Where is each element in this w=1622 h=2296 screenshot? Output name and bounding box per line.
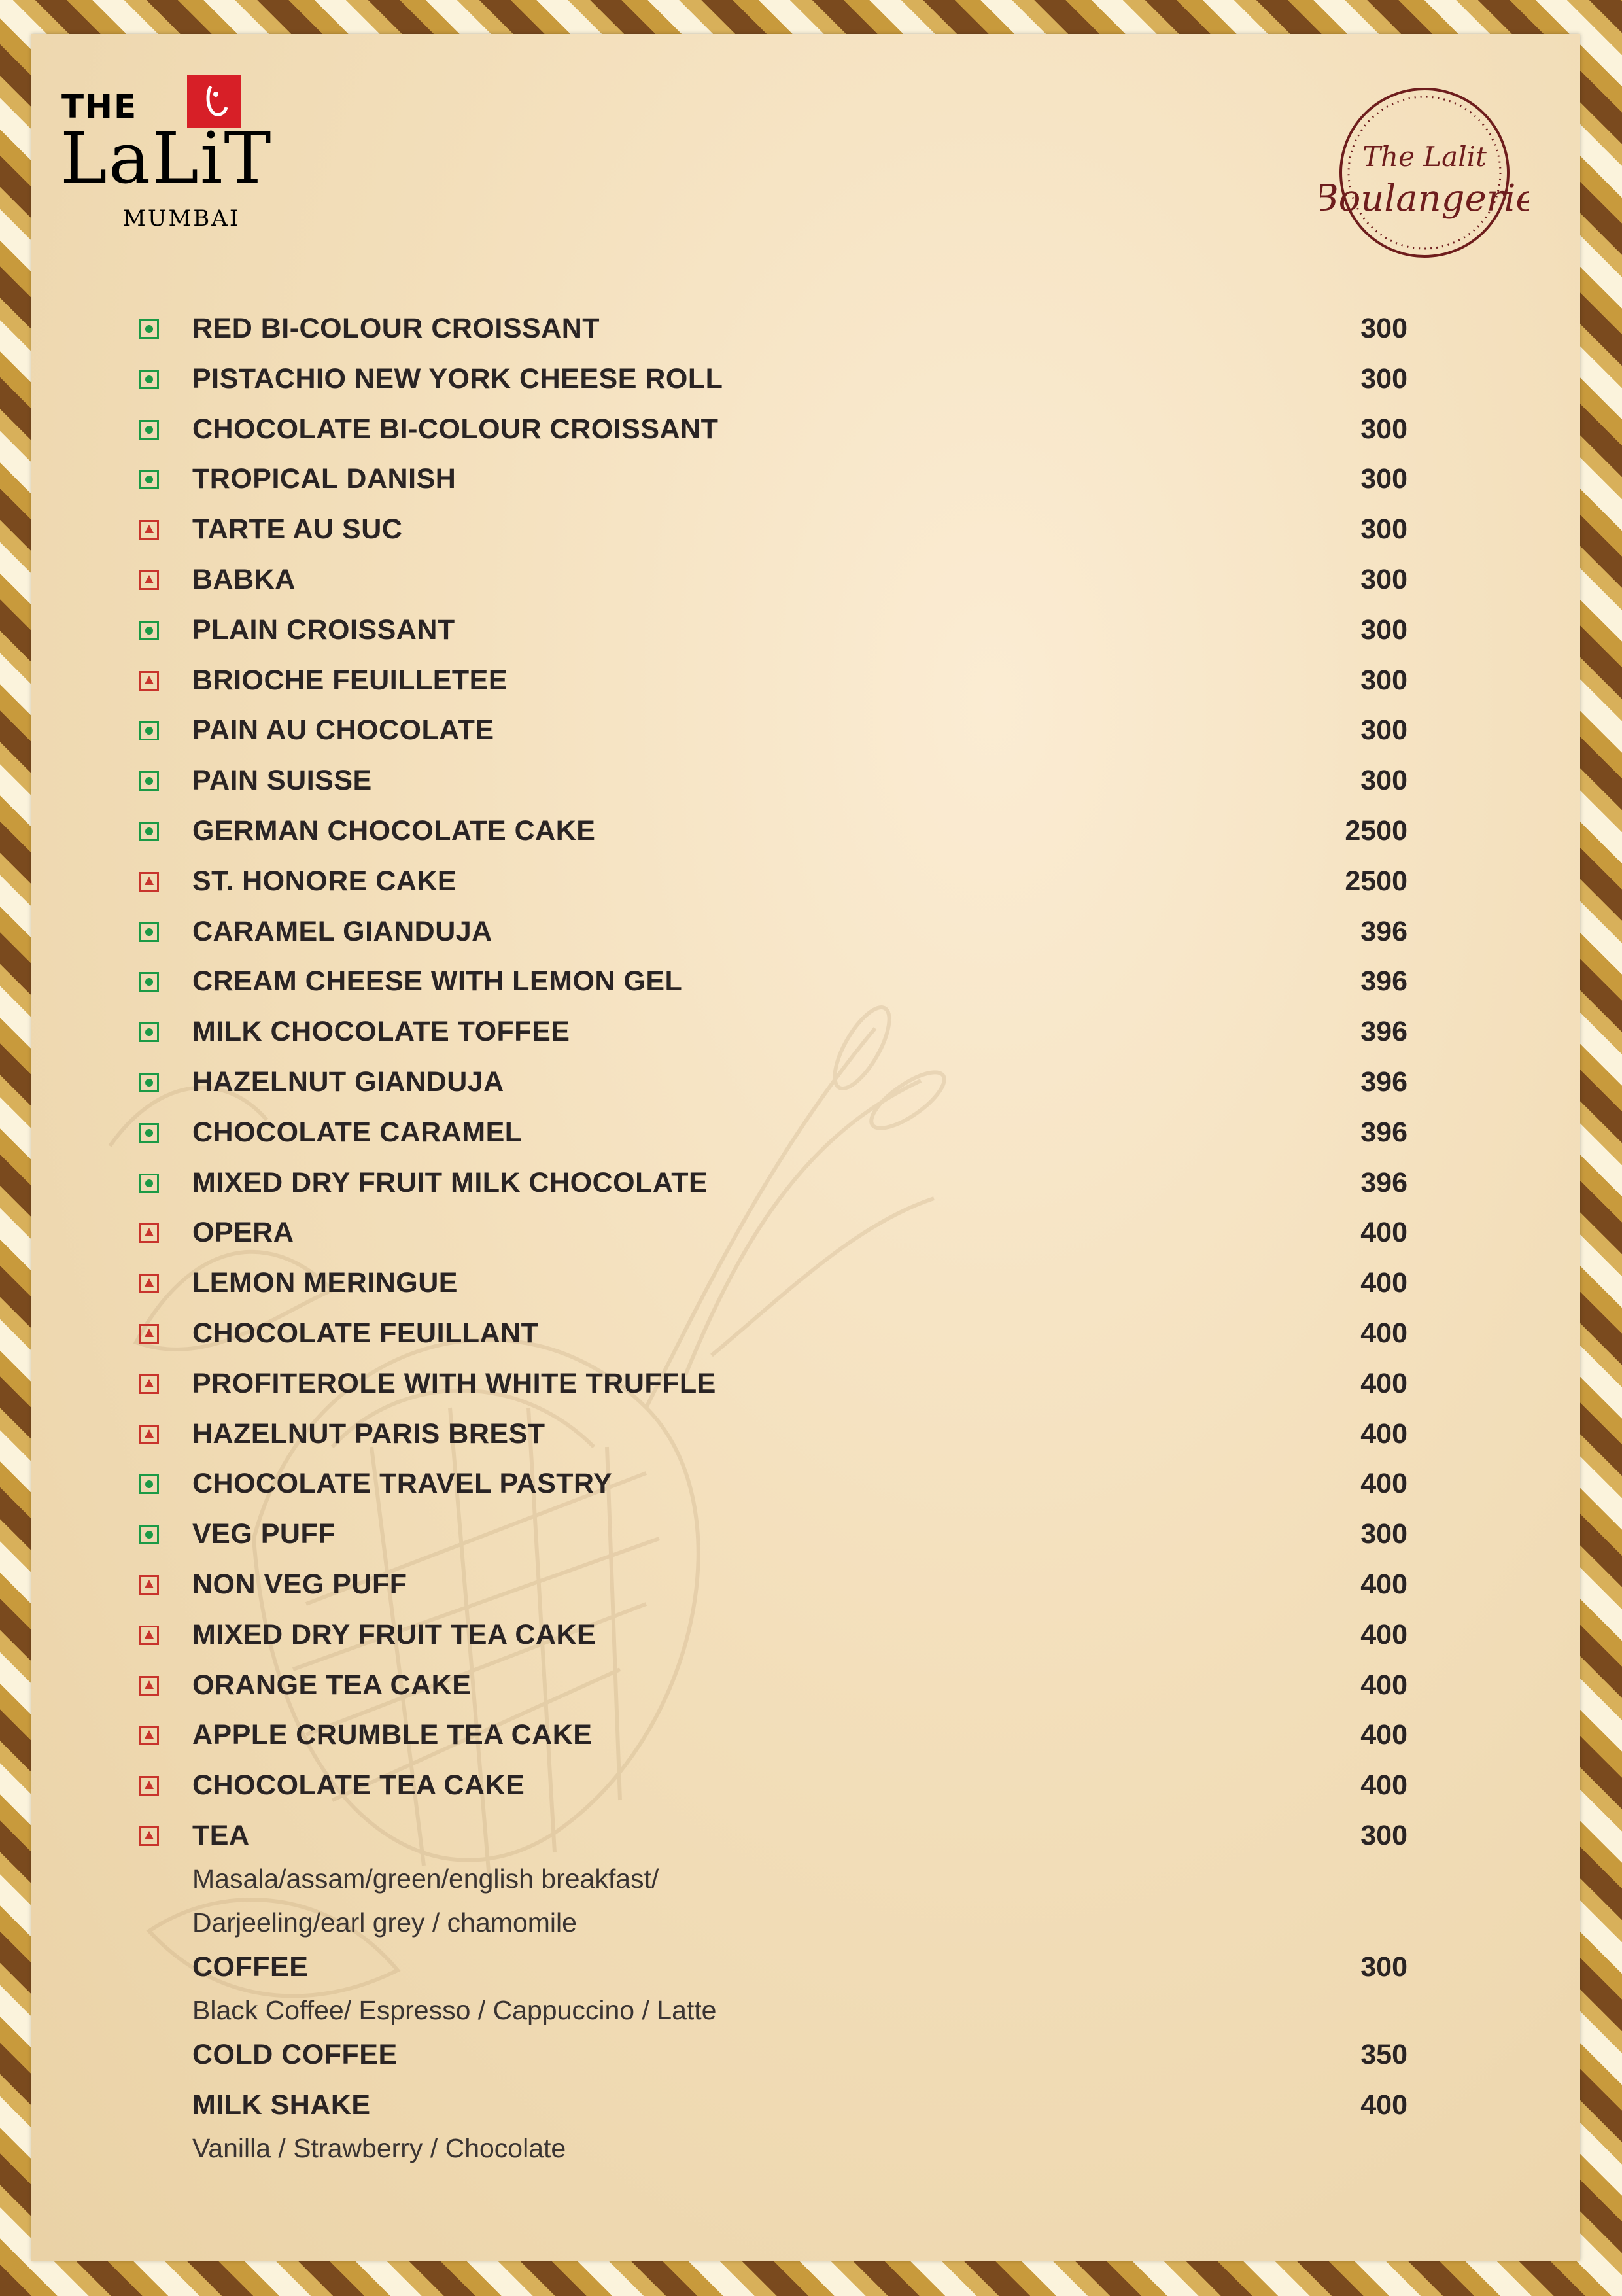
non-veg-mark-icon (139, 1274, 159, 1293)
non-veg-mark-icon (139, 1374, 159, 1394)
item-name: NON VEG PUFF (192, 1569, 407, 1600)
item-description-text: Darjeeling/earl grey / chamomile (192, 1907, 577, 1938)
menu-item-description (31, 1864, 1580, 1903)
item-name: GERMAN CHOCOLATE CAKE (192, 815, 596, 846)
item-price: 300 (1360, 1951, 1407, 1983)
veg-mark-icon (139, 1174, 159, 1193)
menu-item-description (31, 2133, 1580, 2172)
item-name: TEA (192, 1820, 250, 1851)
item-name: CHOCOLATE TRAVEL PASTRY (192, 1468, 613, 1500)
item-name: TARTE AU SUC (192, 513, 403, 546)
non-veg-mark-icon (139, 1575, 159, 1595)
menu-item (31, 1217, 1580, 1256)
item-name: BABKA (192, 564, 296, 595)
menu-item (31, 665, 1580, 704)
menu-page (31, 34, 1580, 2261)
item-price: 396 (1360, 965, 1407, 998)
menu-item (31, 916, 1580, 955)
item-price: 396 (1360, 1016, 1407, 1048)
non-veg-mark-icon (139, 1223, 159, 1243)
item-name: COLD COFFEE (192, 2039, 398, 2070)
non-veg-mark-icon (139, 671, 159, 691)
item-name: CHOCOLATE FEUILLANT (192, 1317, 539, 1349)
non-veg-mark-icon (139, 1826, 159, 1846)
item-name: VEG PUFF (192, 1518, 336, 1550)
item-price: 300 (1360, 313, 1407, 344)
item-description-text: Black Coffee/ Espresso / Cappuccino / Latte (192, 1995, 717, 2025)
veg-mark-icon (139, 822, 159, 841)
item-name: MIXED DRY FRUIT TEA CAKE (192, 1618, 596, 1650)
item-price: 396 (1360, 1066, 1407, 1098)
item-price: 300 (1360, 413, 1407, 445)
menu-item (31, 1368, 1580, 1407)
item-price: 400 (1360, 1618, 1407, 1650)
item-name: CARAMEL GIANDUJA (192, 915, 492, 947)
item-name: RED BI-COLOUR CROISSANT (192, 313, 600, 344)
item-name: CHOCOLATE BI-COLOUR CROISSANT (192, 413, 719, 445)
item-name: LEMON MERINGUE (192, 1267, 458, 1299)
item-name: PROFITEROLE WITH WHITE TRUFFLE (192, 1367, 716, 1399)
item-name: TROPICAL DANISH (192, 463, 457, 495)
item-name: PISTACHIO NEW YORK CHEESE ROLL (192, 362, 723, 394)
menu-item (31, 1317, 1580, 1357)
item-name: ORANGE TEA CAKE (192, 1669, 472, 1701)
veg-mark-icon (139, 420, 159, 440)
menu-item (31, 765, 1580, 804)
item-price: 400 (1360, 1317, 1407, 1349)
item-name: CREAM CHEESE WITH LEMON GEL (192, 965, 683, 998)
item-name: OPERA (192, 1217, 294, 1249)
item-price: 400 (1360, 2089, 1407, 2121)
non-veg-mark-icon (139, 570, 159, 590)
item-name: APPLE CRUMBLE TEA CAKE (192, 1719, 593, 1751)
item-name: CHOCOLATE TEA CAKE (192, 1769, 525, 1801)
boulangerie-line2: Boulangerie (1320, 177, 1529, 220)
menu-item (31, 313, 1580, 352)
non-veg-mark-icon (139, 1324, 159, 1344)
menu-item (31, 1669, 1580, 1709)
item-price: 350 (1360, 2039, 1407, 2070)
item-price: 400 (1360, 1719, 1407, 1751)
item-price: 300 (1360, 614, 1407, 646)
veg-mark-icon (139, 1525, 159, 1544)
logo-city: MUMBAI (123, 205, 241, 232)
non-veg-mark-icon (139, 1776, 159, 1796)
menu-item (31, 614, 1580, 653)
veg-mark-icon (139, 972, 159, 992)
menu-item (31, 965, 1580, 1005)
item-price: 300 (1360, 564, 1407, 595)
veg-mark-icon (139, 771, 159, 791)
veg-mark-icon (139, 370, 159, 389)
item-price: 300 (1360, 1518, 1407, 1550)
veg-mark-icon (139, 922, 159, 942)
menu-item (31, 1769, 1580, 1809)
item-name: CHOCOLATE CARAMEL (192, 1116, 523, 1148)
item-description-text: Masala/assam/green/english breakfast/ (192, 1864, 659, 1894)
item-price: 400 (1360, 1769, 1407, 1801)
item-name: BRIOCHE FEUILLETEE (192, 664, 508, 696)
veg-mark-icon (139, 319, 159, 339)
menu-item (31, 413, 1580, 453)
non-veg-mark-icon (139, 1726, 159, 1745)
non-veg-mark-icon (139, 1425, 159, 1444)
item-price: 400 (1360, 1468, 1407, 1500)
non-veg-mark-icon (139, 1676, 159, 1696)
item-price: 400 (1360, 1669, 1407, 1701)
item-price: 300 (1360, 513, 1407, 546)
menu-item (31, 1167, 1580, 1206)
menu-item (31, 1619, 1580, 1658)
item-name: HAZELNUT PARIS BREST (192, 1418, 545, 1450)
item-price: 400 (1360, 1569, 1407, 1600)
menu-item (31, 2089, 1580, 2129)
menu-item (31, 1016, 1580, 1055)
veg-mark-icon (139, 470, 159, 489)
item-price: 300 (1360, 1820, 1407, 1851)
item-name: HAZELNUT GIANDUJA (192, 1066, 504, 1098)
item-price: 2500 (1345, 865, 1407, 897)
menu-item (31, 1468, 1580, 1507)
menu-item (31, 865, 1580, 905)
menu-item (31, 1066, 1580, 1105)
veg-mark-icon (139, 1022, 159, 1042)
item-name: COFFEE (192, 1951, 309, 1983)
item-description-text: Vanilla / Strawberry / Chocolate (192, 2132, 566, 2163)
item-name: PAIN AU CHOCOLATE (192, 714, 494, 746)
menu-item-description (31, 1995, 1580, 2034)
veg-mark-icon (139, 1123, 159, 1143)
item-name: ST. HONORE CAKE (192, 865, 457, 897)
item-name: MIXED DRY FRUIT MILK CHOCOLATE (192, 1166, 708, 1198)
non-veg-mark-icon (139, 1626, 159, 1645)
item-price: 300 (1360, 463, 1407, 495)
item-name: PLAIN CROISSANT (192, 614, 455, 646)
item-price: 300 (1360, 664, 1407, 696)
menu-item (31, 463, 1580, 502)
menu-item (31, 1569, 1580, 1608)
menu-item (31, 363, 1580, 402)
item-price: 2500 (1345, 815, 1407, 846)
menu-item (31, 2039, 1580, 2078)
item-price: 400 (1360, 1267, 1407, 1299)
menu-item (31, 1951, 1580, 1991)
item-name: MILK SHAKE (192, 2089, 371, 2121)
menu-item (31, 1518, 1580, 1557)
item-price: 300 (1360, 765, 1407, 797)
menu-item (31, 1117, 1580, 1156)
non-veg-mark-icon (139, 872, 159, 892)
item-price: 300 (1360, 362, 1407, 394)
veg-mark-icon (139, 1474, 159, 1494)
veg-mark-icon (139, 721, 159, 740)
boulangerie-line1: The Lalit (1362, 141, 1487, 173)
item-price: 396 (1360, 1166, 1407, 1198)
non-veg-mark-icon (139, 520, 159, 540)
menu-item-description (31, 1907, 1580, 1947)
menu-item (31, 815, 1580, 854)
veg-mark-icon (139, 621, 159, 640)
item-price: 400 (1360, 1217, 1407, 1249)
logo-brand-name: LaLiT (60, 118, 273, 200)
veg-mark-icon (139, 1073, 159, 1092)
item-price: 396 (1360, 915, 1407, 947)
menu-item (31, 513, 1580, 553)
menu-item (31, 564, 1580, 603)
menu-item (31, 1418, 1580, 1457)
item-price: 400 (1360, 1418, 1407, 1450)
item-price: 400 (1360, 1367, 1407, 1399)
item-price: 300 (1360, 714, 1407, 746)
boulangerie-seal (1320, 68, 1529, 280)
item-name: PAIN SUISSE (192, 765, 372, 797)
logo-the-text: THE (61, 88, 138, 126)
item-name: MILK CHOCOLATE TOFFEE (192, 1016, 570, 1048)
menu-item (31, 1820, 1580, 1859)
item-price: 396 (1360, 1116, 1407, 1148)
menu-item (31, 1719, 1580, 1758)
menu-item (31, 714, 1580, 754)
menu-item (31, 1267, 1580, 1306)
